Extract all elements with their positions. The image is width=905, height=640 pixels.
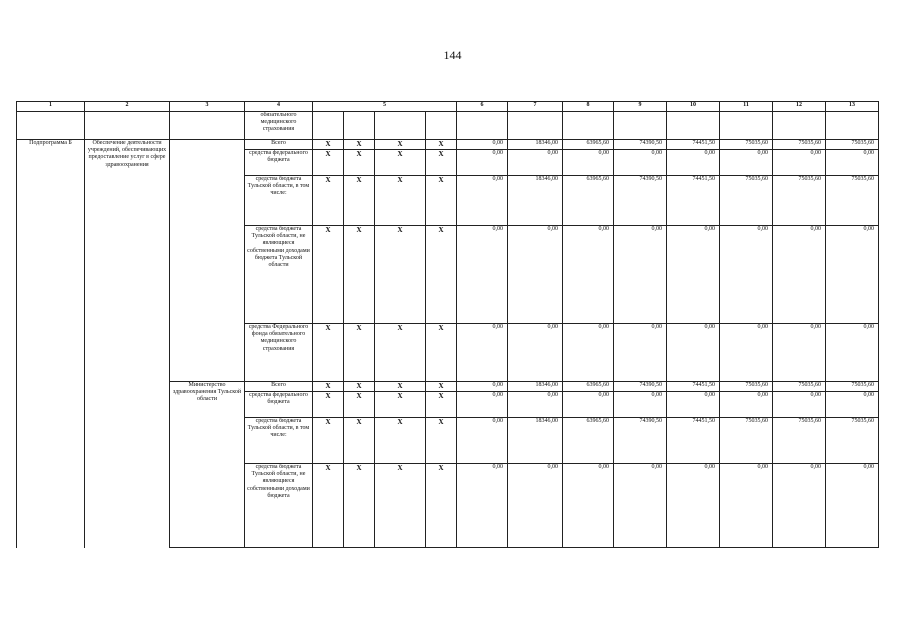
header-cell: 5	[313, 102, 457, 112]
header-cell: 10	[667, 102, 720, 112]
x-mark: X	[375, 176, 426, 226]
value-cell: 0,00	[667, 150, 720, 176]
x-mark: X	[426, 150, 457, 176]
x-mark: X	[344, 150, 375, 176]
x-mark: X	[344, 176, 375, 226]
value-cell: 0,00	[826, 150, 879, 176]
x-mark: X	[313, 226, 344, 324]
row-label: средства Федерального фонда обязательного медицинского страхования	[245, 324, 313, 382]
value-cell: 0,00	[826, 324, 879, 382]
x-mark: X	[375, 140, 426, 150]
table-row	[17, 382, 879, 392]
value-cell: 75035,60	[826, 176, 879, 226]
row-label: средства бюджета Тульской области, не являющиеся собственными доходами бюджета	[245, 464, 313, 548]
value-cell: 0,00	[720, 226, 773, 324]
value-cell: 74451,50	[667, 140, 720, 150]
value-cell: 74390,50	[614, 140, 667, 150]
x-mark: X	[313, 176, 344, 226]
x-mark: X	[426, 226, 457, 324]
value-cell: 74390,50	[614, 418, 667, 464]
value-cell: 0,00	[457, 150, 508, 176]
value-cell: 0,00	[720, 324, 773, 382]
budget-table	[16, 101, 879, 548]
value-cell: 75035,60	[773, 418, 826, 464]
ministry-name: Министерство здравоохранения Тульской области	[170, 382, 245, 548]
value-cell: 0,00	[667, 464, 720, 548]
value-cell: 0,00	[563, 150, 614, 176]
value-cell: 0,00	[826, 226, 879, 324]
x-mark: X	[313, 324, 344, 382]
header-cell: 6	[457, 102, 508, 112]
value-cell: 0,00	[614, 226, 667, 324]
row-label: средства бюджета Тульской области, в том числе:	[245, 418, 313, 464]
header-cell: 8	[563, 102, 614, 112]
value-cell: 0,00	[508, 392, 563, 418]
value-cell: 0,00	[614, 464, 667, 548]
row-label: средства бюджета Тульской области, в том числе:	[245, 176, 313, 226]
value-cell: 0,00	[667, 226, 720, 324]
value-cell: 63965,60	[563, 176, 614, 226]
x-mark: X	[375, 150, 426, 176]
value-cell: 74451,50	[667, 418, 720, 464]
value-cell: 0,00	[563, 226, 614, 324]
header-cell: 13	[826, 102, 879, 112]
header-cell: 7	[508, 102, 563, 112]
header-cell: 2	[85, 102, 170, 112]
x-mark: X	[375, 226, 426, 324]
table-row	[17, 140, 879, 150]
value-cell: 0,00	[614, 150, 667, 176]
x-mark: X	[375, 324, 426, 382]
x-mark: X	[426, 140, 457, 150]
x-mark: X	[344, 418, 375, 464]
header-cell: 3	[170, 102, 245, 112]
header-cell: 11	[720, 102, 773, 112]
value-cell: 75035,60	[720, 382, 773, 392]
x-mark: X	[375, 382, 426, 392]
value-cell: 0,00	[614, 324, 667, 382]
value-cell: 75035,60	[826, 418, 879, 464]
header-cell: 4	[245, 102, 313, 112]
header-cell: 12	[773, 102, 826, 112]
x-mark: X	[313, 140, 344, 150]
header-row	[17, 102, 879, 112]
value-cell: 0,00	[826, 392, 879, 418]
value-cell: 74390,50	[614, 176, 667, 226]
x-mark: X	[426, 382, 457, 392]
value-cell: 18346,00	[508, 382, 563, 392]
x-mark: X	[313, 464, 344, 548]
value-cell: 75035,60	[720, 418, 773, 464]
value-cell: 0,00	[457, 464, 508, 548]
value-cell: 74390,50	[614, 382, 667, 392]
subprogram-description: Обеспечение деятельности учреждений, обеспечивающих предоставление услуг в сфере здравоохранения	[85, 140, 170, 382]
value-cell: 0,00	[614, 392, 667, 418]
value-cell: 75035,60	[720, 176, 773, 226]
x-mark: X	[344, 324, 375, 382]
x-mark: X	[375, 418, 426, 464]
x-mark: X	[426, 324, 457, 382]
x-mark: X	[375, 392, 426, 418]
value-cell: 0,00	[773, 150, 826, 176]
value-cell: 75035,60	[773, 382, 826, 392]
x-mark: X	[375, 464, 426, 548]
row-label: средства бюджета Тульской области, не являющиеся собственными доходами бюджета Тульской области	[245, 226, 313, 324]
x-mark: X	[426, 418, 457, 464]
row-label: Всего	[245, 140, 313, 150]
value-cell: 63965,60	[563, 382, 614, 392]
value-cell: 63965,60	[563, 418, 614, 464]
value-cell: 75035,60	[773, 176, 826, 226]
row-label: средства федерального бюджета	[245, 392, 313, 418]
x-mark: X	[344, 382, 375, 392]
value-cell: 0,00	[457, 176, 508, 226]
value-cell: 0,00	[667, 324, 720, 382]
row-label: средства федерального бюджета	[245, 150, 313, 176]
value-cell: 0,00	[508, 150, 563, 176]
page-number: 144	[443, 48, 462, 62]
header-cell: 9	[614, 102, 667, 112]
x-mark: X	[344, 140, 375, 150]
value-cell: 74451,50	[667, 176, 720, 226]
value-cell: 74451,50	[667, 382, 720, 392]
value-cell: 0,00	[457, 418, 508, 464]
header-cell: 1	[17, 102, 85, 112]
value-cell: 0,00	[773, 324, 826, 382]
x-mark: X	[344, 226, 375, 324]
row-label: обязательного медицинского страхования	[245, 112, 313, 140]
x-mark: X	[426, 464, 457, 548]
value-cell: 18346,00	[508, 176, 563, 226]
value-cell: 0,00	[457, 392, 508, 418]
x-mark: X	[344, 392, 375, 418]
value-cell: 0,00	[667, 392, 720, 418]
value-cell: 0,00	[508, 324, 563, 382]
value-cell: 0,00	[508, 226, 563, 324]
value-cell: 0,00	[563, 392, 614, 418]
value-cell: 63965,60	[563, 140, 614, 150]
value-cell: 75035,60	[720, 140, 773, 150]
value-cell: 0,00	[508, 464, 563, 548]
x-mark: X	[313, 418, 344, 464]
value-cell: 0,00	[720, 464, 773, 548]
value-cell: 18346,00	[508, 140, 563, 150]
x-mark: X	[344, 464, 375, 548]
value-cell: 0,00	[563, 464, 614, 548]
value-cell: 0,00	[720, 392, 773, 418]
row-label: Всего	[245, 382, 313, 392]
x-mark: X	[313, 382, 344, 392]
value-cell: 0,00	[457, 324, 508, 382]
table-row	[17, 112, 879, 140]
value-cell: 0,00	[457, 140, 508, 150]
value-cell: 75035,60	[773, 140, 826, 150]
value-cell: 0,00	[773, 226, 826, 324]
value-cell: 0,00	[563, 324, 614, 382]
x-mark: X	[313, 150, 344, 176]
value-cell: 0,00	[457, 226, 508, 324]
x-mark: X	[426, 176, 457, 226]
value-cell: 75035,60	[826, 382, 879, 392]
value-cell: 0,00	[826, 464, 879, 548]
value-cell: 0,00	[457, 382, 508, 392]
value-cell: 75035,60	[826, 140, 879, 150]
x-mark: X	[426, 392, 457, 418]
value-cell: 18346,00	[508, 418, 563, 464]
value-cell: 0,00	[720, 150, 773, 176]
value-cell: 0,00	[773, 464, 826, 548]
subprogram-title: Подпрограмма Б	[17, 140, 85, 382]
x-mark: X	[313, 392, 344, 418]
value-cell: 0,00	[773, 392, 826, 418]
